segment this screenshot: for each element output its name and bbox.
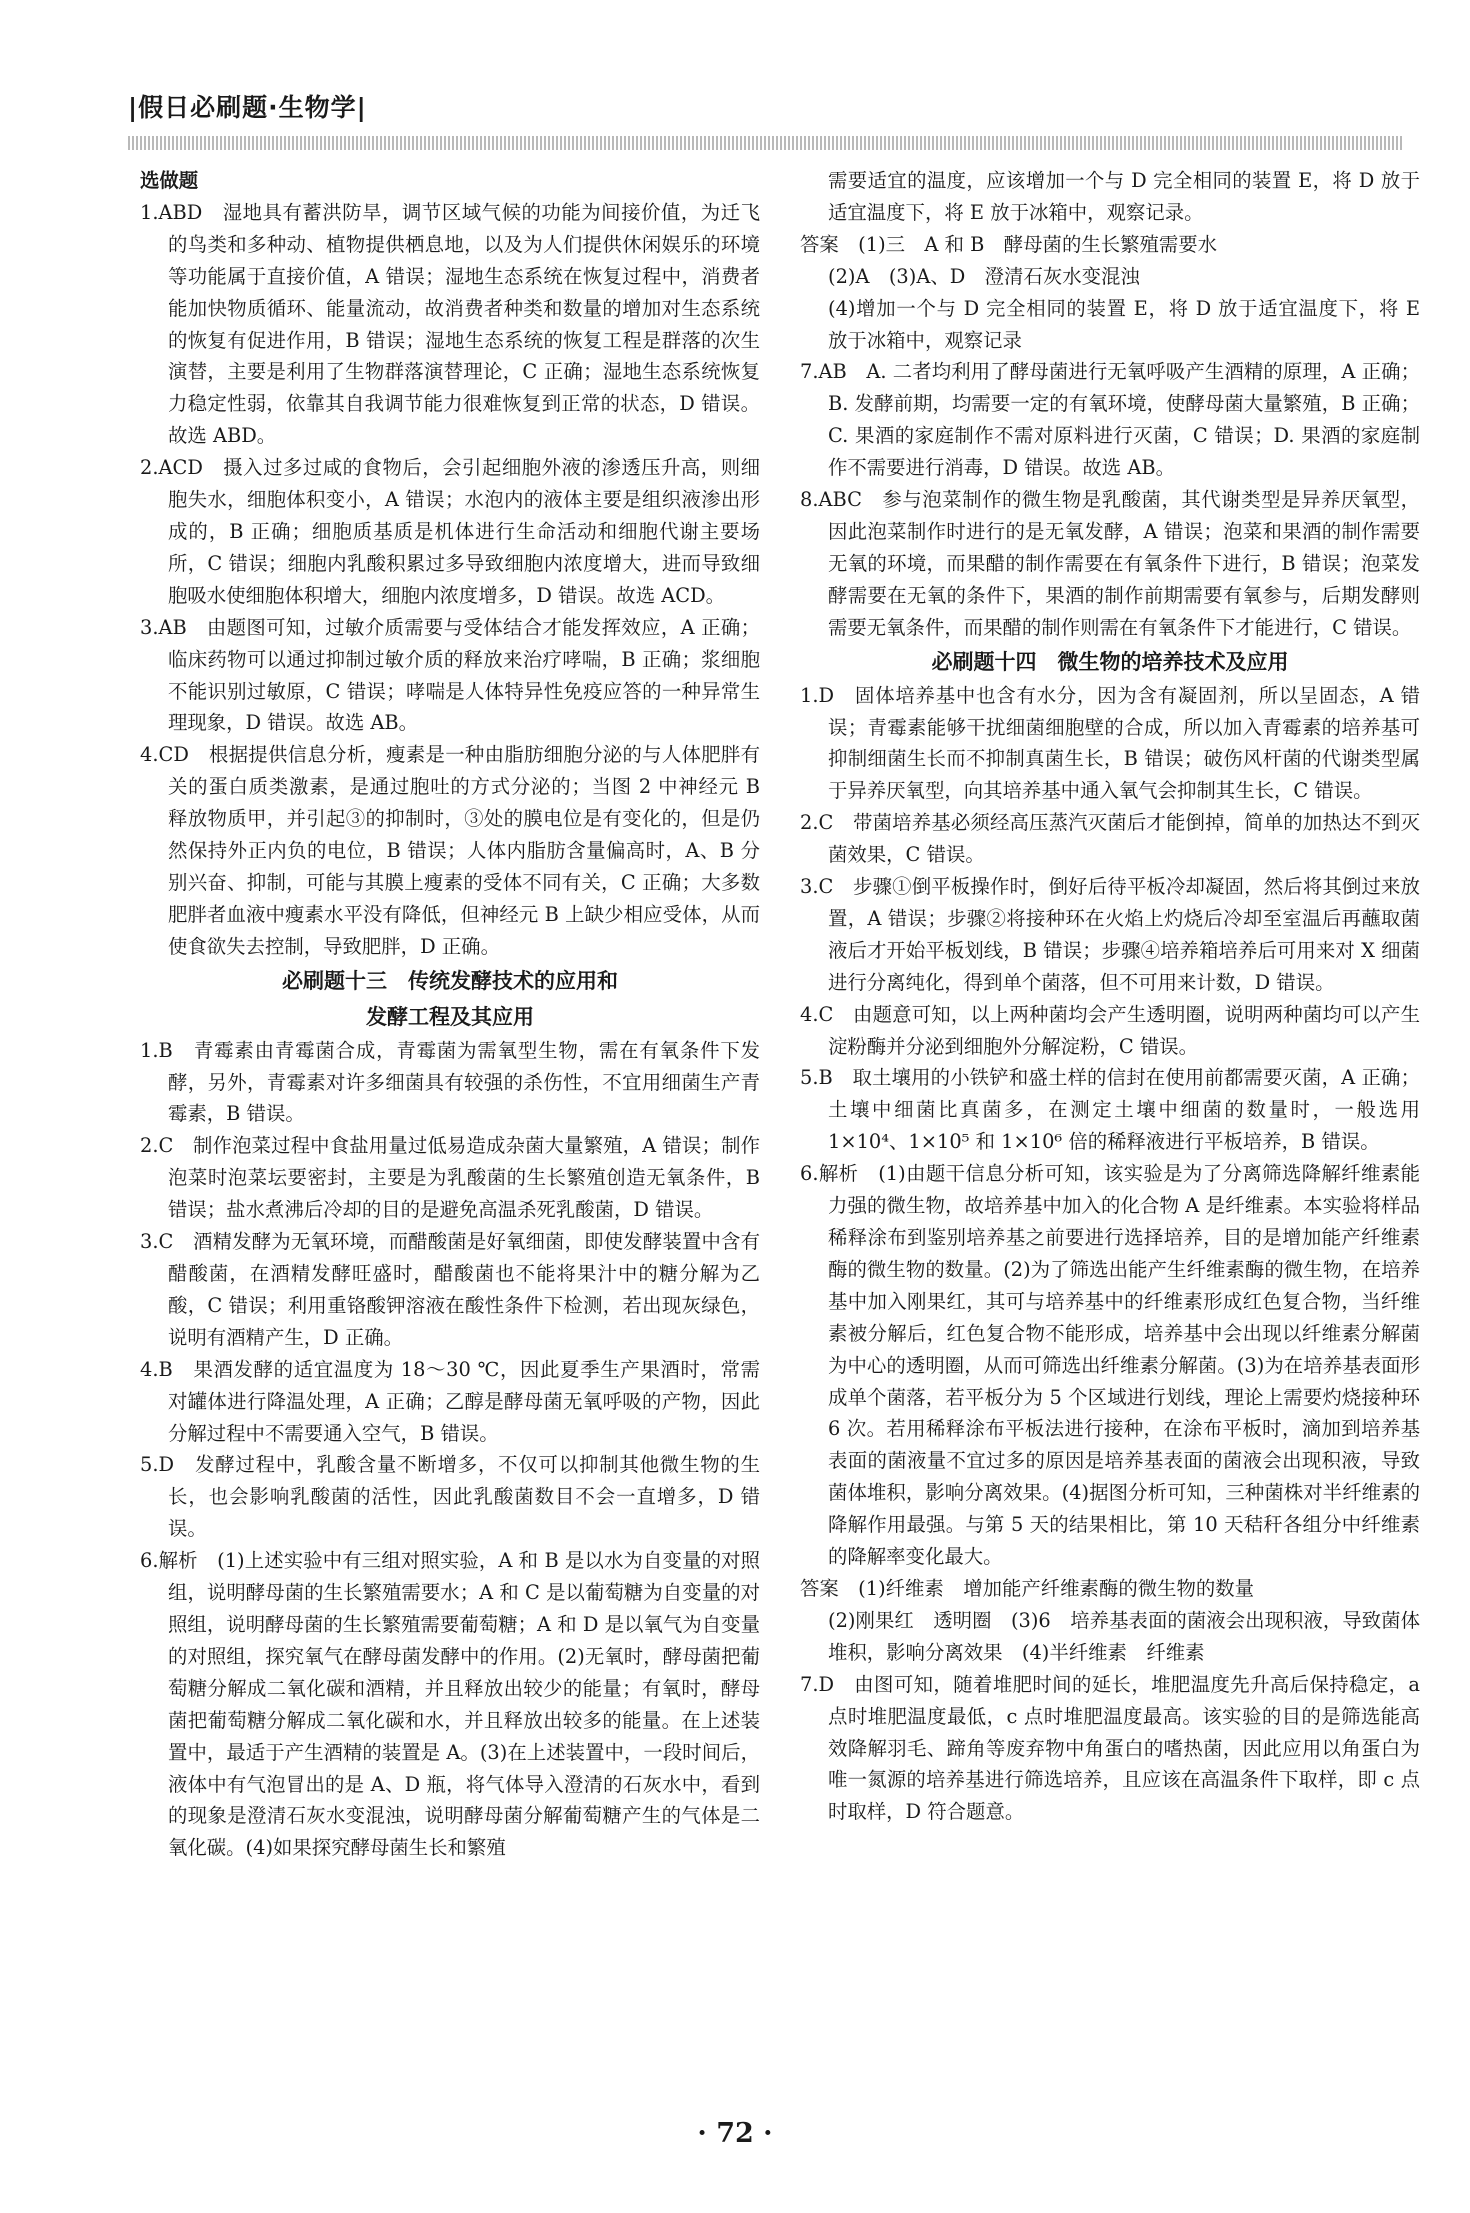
answer-key-13-6-part1: 答案 (1)三 A 和 B 酵母菌的生长繁殖需要水	[800, 232, 1218, 256]
answer-item-13-3: 3.C 酒精发酵为无氧环境，而醋酸菌是好氧细菌，即使发酵装置中含有醋酸菌，在酒精发酵旺盛时，醋酸菌也不能将果汁中的糖分解为乙酸，C 错误；利用重铬酸钾溶液在酸性条件下检测，若出现灰绿色，说明有酒精产生，D 正确。	[140, 1230, 760, 1349]
answer-item-13-4: 4.B 果酒发酵的适宜温度为 18～30 ℃，因此夏季生产果酒时，常需对罐体进行降温处理，A 正确；乙醇是酵母菌无氧呼吸的产物，因此分解过程中不需要通入空气，B 错误。	[140, 1357, 760, 1445]
book-header: |假日必刷题·生物学|	[128, 93, 367, 122]
answer-item-14-6: 6.解析 (1)由题干信息分析可知，该实验是为了分离筛选降解纤维素能力强的微生物，故培养基中加入的化合物 A 是纤维素。本实验将样品稀释涂布到鉴别培养基之前要进行选择培养，目的是增加能产纤维素酶的微生物的数量。(2)为了筛选出能产生纤维素酶的微生物，在培养基中加入刚果红，其可与培养基中的纤维素形成红色复合物，当纤维素被分解后，红色复合物不能形成，培养基中会出现以纤维素分解菌为中心的透明圈，从而可筛选出纤维素分解菌。(3)为在培养基表面形成单个菌落，若平板分为 5 个区域进行划线，理论上需要灼烧接种环 6 次。若用稀释涂布平板法进行接种，在涂布平板时，滴加到培养基表面的菌液量不宜过多的原因是培养基表面的菌液会出现积液，导致菌体堆积，影响分离效果。(4)据图分析可知，三种菌株对半纤维素的降解作用最强。与第 5 天的结果相比，第 10 天秸秆各组分中纤维素的降解率变化最大。	[800, 1162, 1420, 1569]
header-divider	[128, 136, 1403, 150]
answer-item-14-1: 1.D 固体培养基中也含有水分，因为含有凝固剂，所以呈固态，A 错误；青霉素能够干扰细菌细胞壁的合成，所以加入青霉素的培养基可抑制细菌生长而不抑制真菌生长，B 错误；破伤风杆菌的代谢类型属于异养厌氧型，向其培养基中通入氧气会抑制其生长，C 错误。	[800, 683, 1420, 803]
answer-item-1: 1.ABD 湿地具有蓄洪防旱，调节区域气候的功能为间接价值，为迁飞的鸟类和多种动、植物提供栖息地，以及为人们提供休闲娱乐的环境等功能属于直接价值，A 错误；湿地生态系统在恢复过程中，消费者能加快物质循环、能量流动，故消费者种类和数量的增加对生态系统的恢复有促进作用，B 错误；湿地生态系统的恢复工程是群落的次生演替，主要是利用了生物群落演替理论，C 正确；湿地生态系统恢复力稳定性弱，依靠其自我调节能力很难恢复到正常的状态，D 错误。故选 ABD。	[140, 200, 760, 448]
answer-key-14-6-part2: (2)刚果红 透明圈 (3)6 培养基表面的菌液会出现积液，导致菌体堆积，影响分离效果 (4)半纤维素 纤维素	[828, 1608, 1420, 1664]
answer-item-13-7: 7.AB A. 二者均利用了酵母菌进行无氧呼吸产生酒精的原理，A 正确；B. 发酵前期，均需要一定的有氧环境，使酵母菌大量繁殖，B 正确；C. 果酒的家庭制作不需对原料进行灭菌，C 错误；D. 果酒的家庭制作不需要进行消毒，D 错误。故选 AB。	[800, 360, 1420, 480]
answer-key-13-6-part2: (2)A (3)A、D 澄清石灰水变混浊	[828, 264, 1140, 288]
answer-item-13-6-continued: 需要适宜的温度，应该增加一个与 D 完全相同的装置 E，将 D 放于适宜温度下，将 E 放于冰箱中，观察记录。	[828, 169, 1420, 224]
answer-item-3: 3.AB 由题图可知，过敏介质需要与受体结合才能发挥效应，A 正确；临床药物可以通过抑制过敏介质的释放来治疗哮喘，B 正确；浆细胞不能识别过敏原，C 错误；哮喘是人体特异性免疫应答的一种异常生理现象，D 错误。故选 AB。	[140, 615, 760, 735]
answer-item-4: 4.CD 根据提供信息分析，瘦素是一种由脂肪细胞分泌的与人体肥胖有关的蛋白质类激素，是通过胞吐的方式分泌的；当图 2 中神经元 B 释放物质甲，并引起③的抑制时，③处的膜电位是有变化的，但是仍然保持外正内负的电位，B 错误；人体内脂肪含量偏高时，A、B 分别兴奋、抑制，可能与其膜上瘦素的受体不同有关，C 正确；大多数肥胖者血液中瘦素水平没有降低，但神经元 B 上缺少相应受体，从而使食欲失去控制，导致肥胖，D 正确。	[140, 743, 760, 958]
right-column	[800, 165, 1420, 1828]
answer-item-13-6: 6.解析 (1)上述实验中有三组对照实验，A 和 B 是以水为自变量的对照组，说明酵母菌的生长繁殖需要水；A 和 C 是以葡萄糖为自变量的对照组，说明酵母菌的生长繁殖需要葡萄糖；A 和 D 是以氧气为自变量的对照组，探究氧气在酵母菌发酵中的作用。(2)无氧时，酵母菌把葡萄糖分解成二氧化碳和酒精，并且释放出较少的能量；有氧时，酵母菌把葡萄糖分解成二氧化碳和水，并且释放出较多的能量。在上述装置中，最适于产生酒精的装置是 A。(3)在上述装置中，一段时间后，液体中有气泡冒出的是 A、D 瓶，将气体导入澄清的石灰水中，看到的现象是澄清石灰水变混浊，说明酵母菌分解葡萄糖产生的气体是二氧化碳。(4)如果探究酵母菌生长和繁殖	[140, 1549, 760, 1860]
answer-key-14-6-part1: 答案 (1)纤维素 增加能产纤维素酶的微生物的数量	[800, 1576, 1255, 1600]
answer-item-14-2: 2.C 带菌培养基必须经高压蒸汽灭菌后才能倒掉，简单的加热达不到灭菌效果，C 错误。	[800, 811, 1420, 867]
chapter-title-13-line2: 发酵工程及其应用	[366, 1004, 534, 1029]
answer-item-13-8: 8.ABC 参与泡菜制作的微生物是乳酸菌，其代谢类型是异养厌氧型，因此泡菜制作时进行的是无氧发酵，A 错误；泡菜和果酒的制作需要无氧的环境，而果醋的制作需要在有氧条件下进行，B 错误；泡菜发酵需要在无氧的条件下，果酒的制作前期需要有氧参与，后期发酵则需要无氧条件，而果醋的制作则需在有氧条件下才能进行，C 错误。	[800, 488, 1420, 639]
chapter-title-13-line1: 必刷题十三 传统发酵技术的应用和	[282, 968, 618, 993]
page-number: · 72 ·	[697, 2118, 773, 2149]
answer-item-14-3: 3.C 步骤①倒平板操作时，倒好后待平板冷却凝固，然后将其倒过来放置，A 错误；步骤②将接种环在火焰上灼烧后冷却至室温后再蘸取菌液后才开始平板划线，B 错误；步骤④培养箱培养后可用来对 X 细菌进行分离纯化，得到单个菌落，但不可用来计数，D 错误。	[800, 875, 1420, 994]
section-heading-xuanzuo: 选做题	[140, 169, 199, 192]
answer-item-13-5: 5.D 发酵过程中，乳酸含量不断增多，不仅可以抑制其他微生物的生长，也会影响乳酸菌的活性，因此乳酸菌数目不会一直增多，D 错误。	[140, 1453, 760, 1541]
answer-item-14-4: 4.C 由题意可知，以上两种菌均会产生透明圈，说明两种菌均可以产生淀粉酶并分泌到细胞外分解淀粉，C 错误。	[800, 1002, 1420, 1058]
answer-item-13-2: 2.C 制作泡菜过程中食盐用量过低易造成杂菌大量繁殖，A 错误；制作泡菜时泡菜坛要密封，主要是为乳酸菌的生长繁殖创造无氧条件，B 错误；盐水煮沸后冷却的目的是避免高温杀死乳酸菌，D 错误。	[140, 1134, 760, 1222]
left-column	[140, 165, 760, 1864]
answer-item-14-5: 5.B 取土壤用的小铁铲和盛土样的信封在使用前都需要灭菌，A 正确；土壤中细菌比真菌多，在测定土壤中细菌的数量时，一般选用 1×10⁴、1×10⁵ 和 1×10⁶ 倍的稀释液进行平板培养，B 错误。	[800, 1066, 1420, 1154]
answer-key-13-6-part3: (4)增加一个与 D 完全相同的装置 E，将 D 放于适宜温度下，将 E 放于冰箱中，观察记录	[828, 296, 1420, 352]
chapter-title-14: 必刷题十四 微生物的培养技术及应用	[931, 649, 1289, 674]
answer-item-13-1: 1.B 青霉素由青霉菌合成，青霉菌为需氧型生物，需在有氧条件下发酵，另外，青霉素对许多细菌具有较强的杀伤性，不宜用细菌生产青霉素，B 错误。	[140, 1038, 760, 1126]
answer-item-14-7: 7.D 由图可知，随着堆肥时间的延长，堆肥温度先升高后保持稳定，a 点时堆肥温度最低，c 点时堆肥温度最高。该实验的目的是筛选能高效降解羽毛、蹄角等废弃物中角蛋白的嗜热菌，因此应用以角蛋白为唯一氮源的培养基进行筛选培养，且应该在高温条件下取样，即 c 点时取样，D 符合题意。	[800, 1672, 1420, 1824]
answer-item-2: 2.ACD 摄入过多过咸的食物后，会引起细胞外液的渗透压升高，则细胞失水，细胞体积变小，A 错误；水泡内的液体主要是组织液渗出形成的，B 正确；细胞质基质是机体进行生命活动和细胞代谢主要场所，C 错误；细胞内乳酸积累过多导致细胞内浓度增大，进而导致细胞吸水使细胞体积增大，细胞内浓度增多，D 错误。故选 ACD。	[140, 456, 760, 607]
